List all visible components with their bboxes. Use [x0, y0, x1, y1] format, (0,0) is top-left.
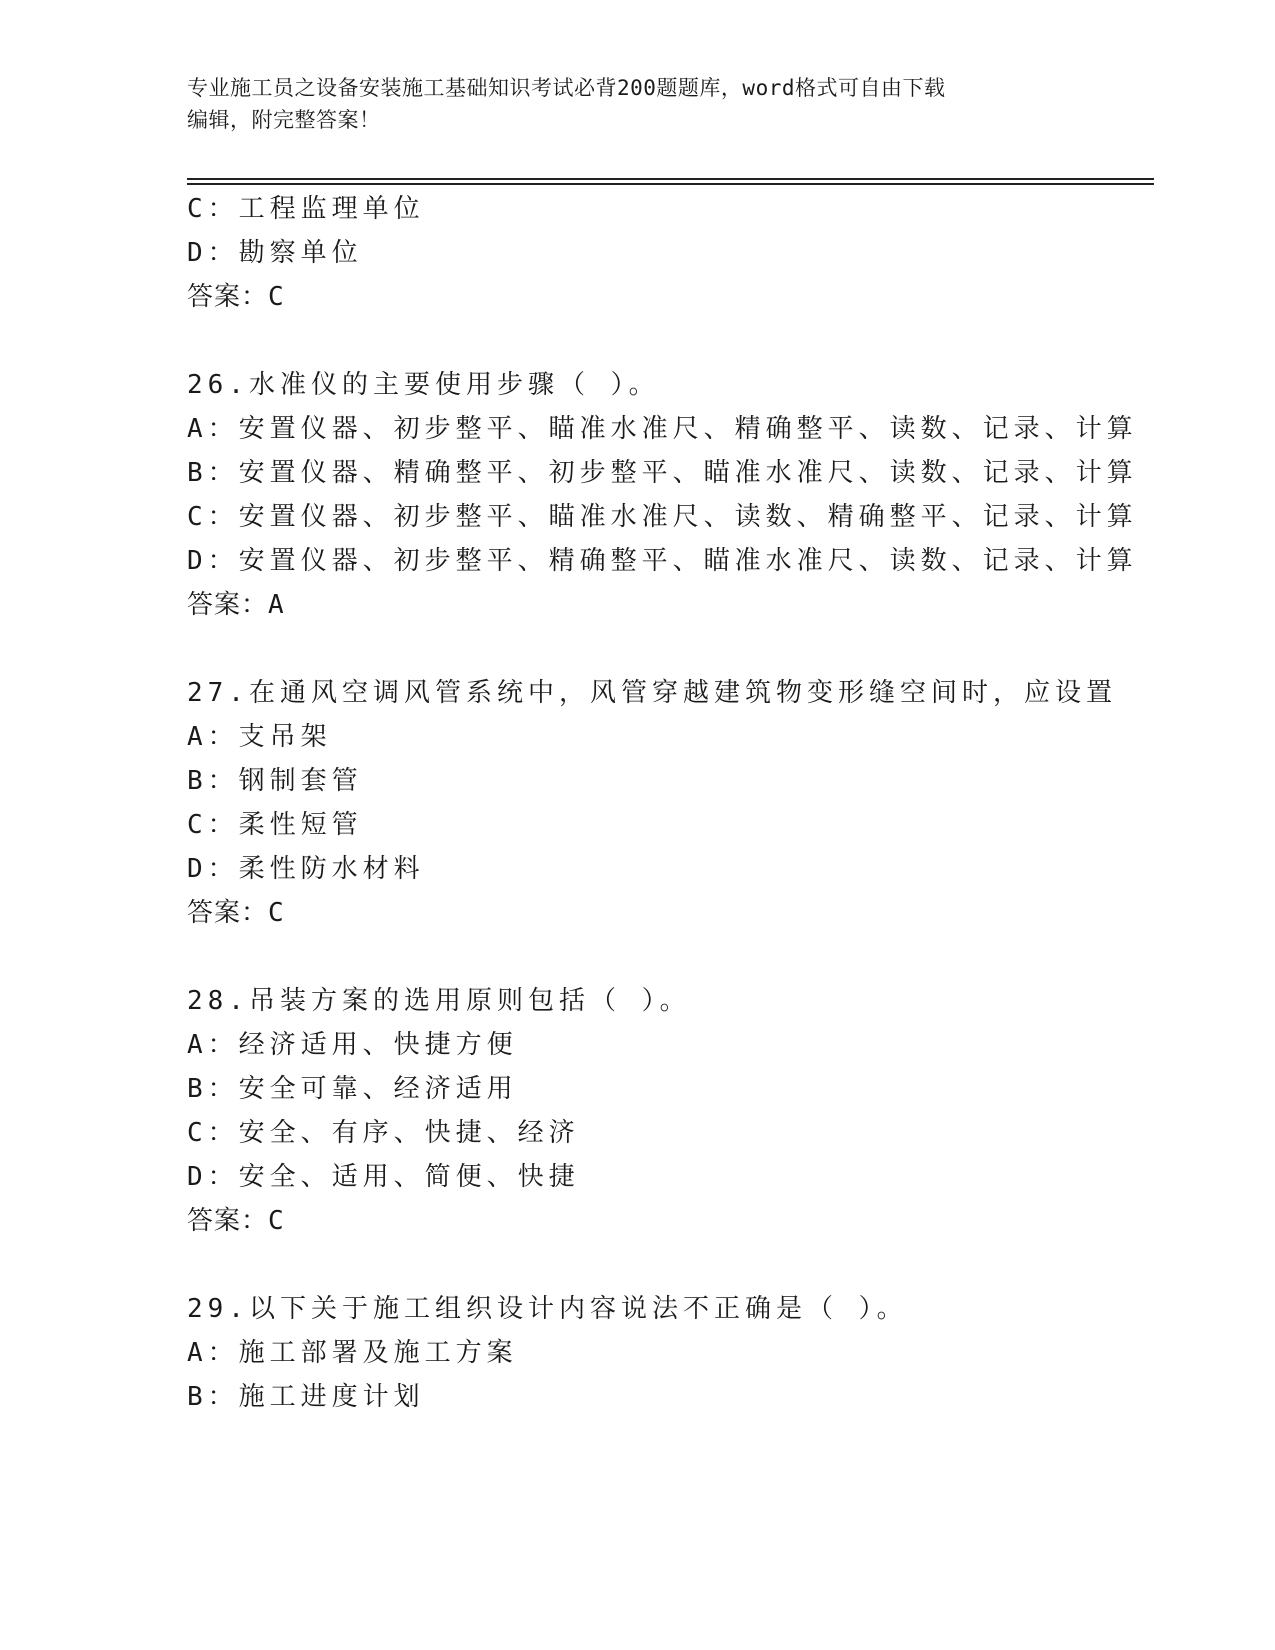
q26-option-b: B：安置仪器、精确整平、初步整平、瞄准水准尺、读数、记录、计算 — [187, 458, 1138, 488]
q29-question: 29.以下关于施工组织设计内容说法不正确是（ ）。 — [187, 1294, 908, 1324]
q26-option-d: D：安置仪器、初步整平、精确整平、瞄准水准尺、读数、记录、计算 — [187, 546, 1138, 576]
q27-question: 27.在通风空调风管系统中，风管穿越建筑物变形缝空间时，应设置 — [187, 678, 1117, 708]
header-line-1: 专业施工员之设备安装施工基础知识考试必背200题题库，word格式可自由下载 — [187, 76, 946, 100]
header-divider-bottom — [187, 183, 1154, 185]
document-header — [187, 72, 1087, 136]
q25-answer: 答案：C — [187, 282, 285, 312]
header-line-2: 编辑，附完整答案！ — [187, 108, 381, 132]
q26-answer: 答案：A — [187, 590, 285, 620]
q26-question: 26.水准仪的主要使用步骤（ ）。 — [187, 370, 660, 400]
q28-option-d: D：安全、适用、简便、快捷 — [187, 1162, 580, 1192]
q28-answer: 答案：C — [187, 1206, 285, 1236]
q27-option-b: B：钢制套管 — [187, 766, 363, 796]
q28-option-b: B：安全可靠、经济适用 — [187, 1074, 518, 1104]
q26-option-c: C：安置仪器、初步整平、瞄准水准尺、读数、精确整平、记录、计算 — [187, 502, 1138, 532]
q29-option-b: B：施工进度计划 — [187, 1382, 425, 1412]
q27-option-d: D：柔性防水材料 — [187, 854, 425, 884]
q28-question: 28.吊装方案的选用原则包括（ ）。 — [187, 986, 691, 1016]
q26-option-a: A：安置仪器、初步整平、瞄准水准尺、精确整平、读数、记录、计算 — [187, 414, 1138, 444]
q28-option-a: A：经济适用、快捷方便 — [187, 1030, 518, 1060]
q29-option-a: A：施工部署及施工方案 — [187, 1338, 518, 1368]
header-divider-top — [187, 178, 1154, 180]
q25-option-c: C：工程监理单位 — [187, 194, 425, 224]
q28-option-c: C：安全、有序、快捷、经济 — [187, 1118, 580, 1148]
q25-option-d: D：勘察单位 — [187, 238, 363, 268]
q27-answer: 答案：C — [187, 898, 285, 928]
q27-option-c: C：柔性短管 — [187, 810, 363, 840]
q27-option-a: A：支吊架 — [187, 722, 332, 752]
